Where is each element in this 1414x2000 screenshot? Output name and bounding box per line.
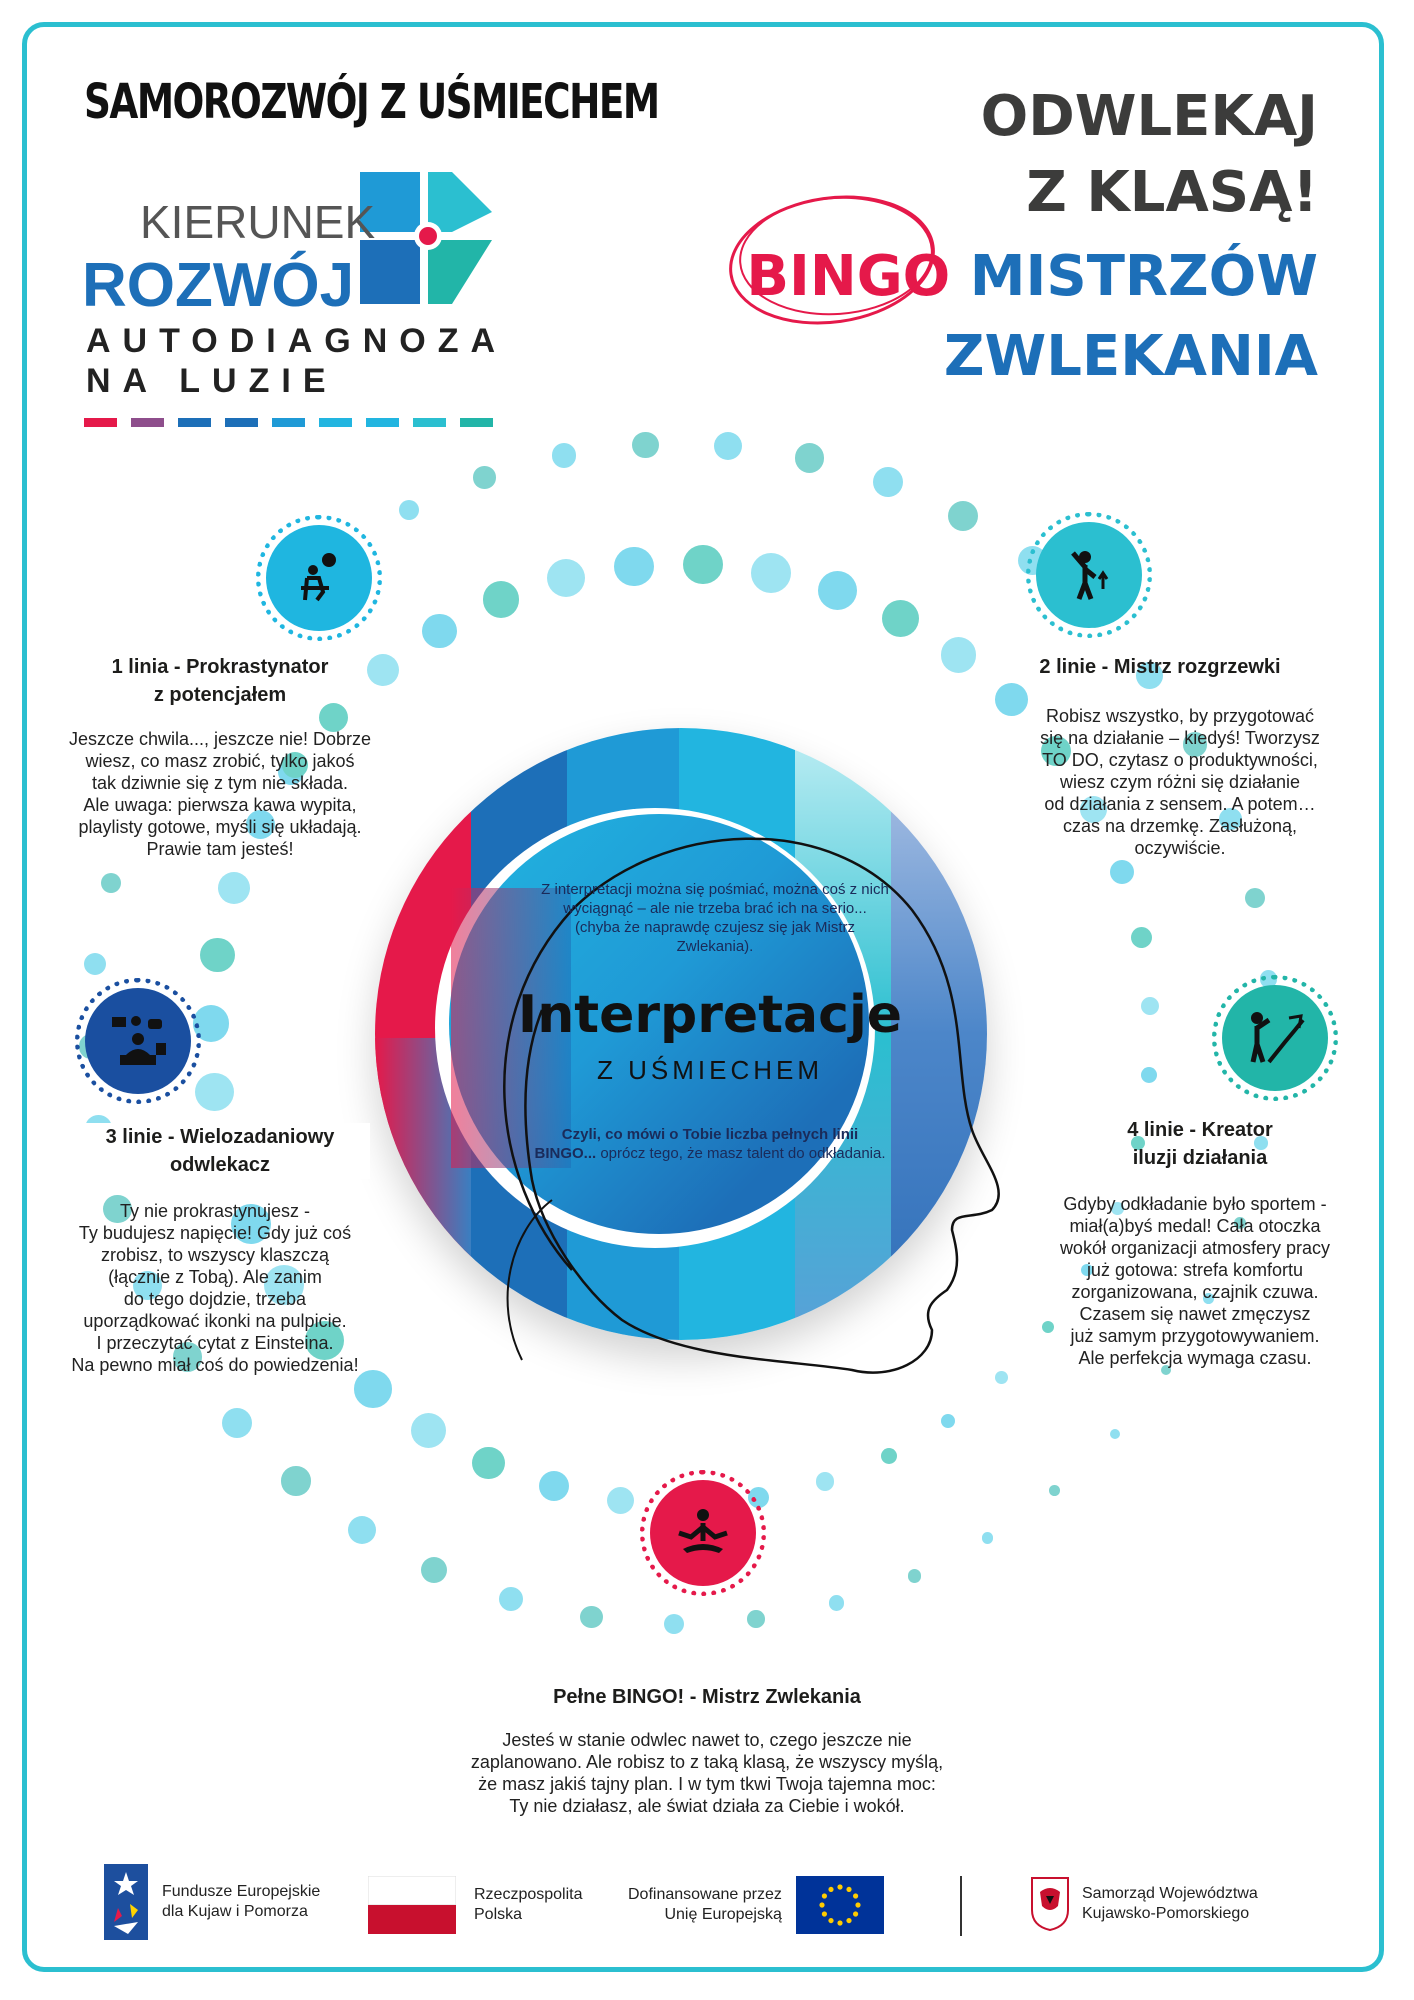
color-stripe <box>413 418 446 427</box>
profile-1-body <box>40 728 400 860</box>
headline-line4: ZWLEKANIA <box>943 324 1318 389</box>
profile-2-line: TO DO, czytasz o produktywności, <box>1042 750 1318 770</box>
unia-line2: Unię Europejską <box>664 1906 782 1923</box>
profile-4-line: Gdyby odkładanie było sportem - <box>1063 1194 1327 1214</box>
color-stripe <box>319 418 352 427</box>
profile-3-body <box>30 1200 400 1376</box>
profile-1-title-line1: 1 linia - Prokrastynator <box>111 656 329 678</box>
profile-1-title-line2: z potencjałem <box>153 684 287 706</box>
logo-autodiagnoza: AUTODIAGNOZA <box>86 322 508 360</box>
eu-star <box>837 1920 842 1925</box>
profile-5-line: że masz jakiś tajny plan. I w tym tkwi Twoja tajemna moc: <box>478 1774 936 1794</box>
profile-3-line: (łącznie z Tobą). Ale zanim <box>108 1267 322 1287</box>
decorative-dot <box>281 1466 310 1495</box>
profile-3-line: zrobisz, to wszyscy klaszczą <box>100 1245 330 1265</box>
eu-star <box>828 1918 833 1923</box>
color-stripe <box>178 418 211 427</box>
profile-2-line: czas na drzemkę. Zasłużoną, <box>1062 816 1298 836</box>
eu-star <box>846 1918 851 1923</box>
profile-2-line: oczywiście. <box>1134 838 1226 858</box>
decorative-dot <box>882 600 919 637</box>
decorative-dot <box>664 1614 684 1634</box>
eu-star <box>828 1887 833 1892</box>
profile-4-body <box>1010 1193 1380 1369</box>
profile-5-body <box>407 1729 1007 1817</box>
profile-3-line: Ty budujesz napięcie! Gdy już coś <box>78 1223 352 1243</box>
rzeczpospolita-text <box>474 1885 583 1925</box>
profile-3-line: Ty nie prokrastynujesz - <box>119 1201 311 1221</box>
profile-1-line: Prawie tam jesteś! <box>146 839 294 859</box>
decorative-dot <box>908 1569 921 1582</box>
profile-1-line: wiesz, co masz zrobić, tylko jakoś <box>85 751 355 771</box>
eu-star <box>822 1911 827 1916</box>
profile-3-line: do tego dojdzie, trzeba <box>123 1289 307 1309</box>
profile-4-line: wokół organizacji atmosfery pracy <box>1059 1238 1331 1258</box>
eu-star <box>853 1911 858 1916</box>
color-stripe <box>225 418 258 427</box>
decorative-dot <box>751 553 791 593</box>
logo-kierunek: KIERUNEK <box>140 196 376 248</box>
unia-line1: Dofinansowane przez <box>628 1886 782 1903</box>
footer-fundusze-europejskie <box>104 1864 320 1940</box>
decorative-dot <box>948 501 978 531</box>
logo-rozwoj: ROZWÓJ <box>82 251 355 320</box>
profile-3-line: I przeczytać cytat z Einsteina. <box>96 1333 334 1353</box>
headline-line2: Z KLASĄ! <box>1026 160 1318 225</box>
decorative-dot <box>411 1413 446 1448</box>
person-climbing-stairs-icon <box>1222 985 1328 1091</box>
polish-flag-icon <box>368 1876 456 1934</box>
meditating-person-icon <box>650 1480 756 1586</box>
decorative-dot <box>818 571 857 610</box>
profile-1-title <box>70 653 370 709</box>
decorative-dot <box>1110 860 1134 884</box>
center-question-bold: Czyli, co mówi o Tobie liczba pełnych linii BINGO... <box>534 1126 859 1162</box>
decorative-dot <box>1049 1485 1060 1496</box>
decorative-dot <box>607 1487 634 1514</box>
fundusze-text <box>162 1882 320 1922</box>
profile-2-line: od działania z sensem. A potem… <box>1044 794 1316 814</box>
profile-2-line: się na działanie – kiedyś! Tworzysz <box>1040 728 1320 748</box>
footer-divider <box>960 1876 962 1936</box>
color-stripe <box>84 418 117 427</box>
eu-star <box>853 1893 858 1898</box>
headline-bingo: BINGO <box>746 244 951 309</box>
profile-3-title-line1: 3 linie - Wielozadaniowy <box>105 1126 335 1148</box>
decorative-dot <box>614 547 654 587</box>
color-stripe-bar <box>84 418 493 427</box>
profile-4-title-line1: 4 linie - Kreator <box>1127 1119 1273 1141</box>
profile-4-line: zorganizowana, czajnik czuwa. <box>1071 1282 1319 1302</box>
decorative-dot <box>941 1414 955 1428</box>
rzeczpospolita-line2: Polska <box>474 1906 523 1923</box>
profile-4-line: już gotowa: strefa komfortu <box>1086 1260 1304 1280</box>
decorative-dot <box>1245 888 1265 908</box>
profile-4-line: Ale perfekcja wymaga czasu. <box>1078 1348 1312 1368</box>
unia-text <box>628 1885 782 1925</box>
fundusze-europejskie-logo-icon <box>104 1864 148 1940</box>
footer-samorzad <box>1030 1876 1258 1932</box>
profile-1-line: Jeszcze chwila..., jeszcze nie! Dobrze <box>68 729 372 749</box>
center-intro: Z interpretacji można się pośmiać, można coś z nich wyciągnąć – ale nie trzeba brać ich na serio... (chyba że naprawdę czujesz się jak Mistrz Zwlekania). <box>541 881 889 955</box>
center-question <box>530 1125 890 1163</box>
profile-3-title-line2: odwlekacz <box>169 1154 271 1176</box>
fundusze-line2: dla Kujaw i Pomorza <box>162 1903 308 1920</box>
color-stripe <box>366 418 399 427</box>
fundusze-line1: Fundusze Europejskie <box>162 1883 321 1900</box>
rzeczpospolita-line1: Rzeczpospolita <box>474 1886 583 1903</box>
decorative-dot <box>632 432 659 459</box>
profile-5-line: Ty nie działasz, ale świat działa za Ciebie i wokół. <box>509 1796 905 1816</box>
decorative-dot <box>539 1471 569 1501</box>
samorzad-line1: Samorząd Województwa <box>1082 1885 1258 1902</box>
eu-flag-icon <box>796 1876 884 1934</box>
headline-line1: ODWLEKAJ <box>980 84 1318 149</box>
kierunek-rozwoj-logo-mark <box>360 168 500 308</box>
center-subtitle: Z UŚMIECHEM <box>597 1055 823 1085</box>
decorative-dot <box>354 1370 391 1407</box>
profile-3-line: uporządkować ikonki na pulpicie. <box>83 1311 347 1331</box>
decorative-dot <box>829 1595 844 1610</box>
color-stripe <box>131 418 164 427</box>
profile-1-line: playlisty gotowe, myśli się układają. <box>78 817 362 837</box>
person-stretching-icon <box>1036 522 1142 628</box>
profile-1-line: tak dziwnie się z tym nie składa. <box>91 773 349 793</box>
decorative-dot <box>816 1472 834 1490</box>
eu-star <box>837 1884 842 1889</box>
decorative-dot <box>200 938 235 973</box>
profile-1-line: Ale uwaga: pierwsza kawa wypita, <box>83 795 357 815</box>
profile-5-title: Pełne BINGO! - Mistrz Zwlekania <box>553 1686 861 1708</box>
profile-2-line: wiesz czym różni się działanie <box>1059 772 1301 792</box>
profile-2-line: Robisz wszystko, by przygotować <box>1045 706 1315 726</box>
decorative-dot <box>795 443 824 472</box>
series-title: SAMOROZWÓJ Z UŚMIECHEM <box>84 74 659 130</box>
samorzad-line2: Kujawsko-Pomorskiego <box>1082 1905 1250 1922</box>
footer-rzeczpospolita <box>368 1876 583 1934</box>
decorative-dot <box>101 873 121 893</box>
decorative-dot <box>941 637 976 672</box>
center-title: Interpretacje <box>517 985 903 1045</box>
headline-mistrzow: MISTRZÓW <box>950 244 1318 309</box>
profile-5-line: Jesteś w stanie odwlec nawet to, czego jeszcze nie <box>502 1730 912 1750</box>
decorative-dot <box>552 443 577 468</box>
decorative-dot <box>1110 1429 1120 1439</box>
decorative-dot <box>195 1073 233 1111</box>
center-question-suffix: oprócz tego, że masz talent do odkładania. <box>596 1145 886 1162</box>
footer-unia-europejska <box>628 1876 884 1934</box>
eu-star <box>822 1893 827 1898</box>
decorative-dot <box>222 1408 252 1438</box>
profile-4-line: Czasem się nawet zmęczysz <box>1079 1304 1311 1324</box>
multitasking-person-icon <box>85 988 191 1094</box>
decorative-dot <box>873 467 903 497</box>
decorative-dot <box>881 1448 897 1464</box>
eu-star <box>846 1887 851 1892</box>
decorative-dot <box>714 432 742 460</box>
profile-5-line: zaplanowano. Ale robisz to z taką klasą, że wszyscy myślą, <box>470 1752 944 1772</box>
eu-star <box>855 1902 860 1907</box>
decorative-dot <box>747 1610 765 1628</box>
decorative-dot <box>1131 927 1152 948</box>
profile-4-title-line2: iluzji działania <box>1132 1147 1268 1169</box>
profile-4-title <box>1050 1116 1350 1172</box>
eu-star <box>819 1902 824 1907</box>
decorative-dot <box>580 1606 602 1628</box>
profile-3-title <box>70 1123 370 1179</box>
profile-3-line: Na pewno miał coś do powiedzenia! <box>71 1355 359 1375</box>
decorative-dot <box>473 466 495 488</box>
profile-4-line: miał(a)byś medal! Cała otoczka <box>1069 1216 1321 1236</box>
person-thinking-icon <box>266 525 372 631</box>
decorative-dot <box>1141 1067 1157 1083</box>
hand-drawn-circle-icon <box>720 180 950 330</box>
profile-2-title: 2 linie - Mistrz rozgrzewki <box>1039 656 1281 678</box>
profile-4-line: już samym przygotowywaniem. <box>1070 1326 1320 1346</box>
samorzad-text <box>1082 1884 1258 1924</box>
profile-2-body <box>1010 705 1350 859</box>
color-stripe <box>272 418 305 427</box>
coat-of-arms-icon <box>1030 1876 1070 1932</box>
logo-na-luzie: NA LUZIE <box>86 362 338 400</box>
decorative-dot <box>683 545 723 585</box>
decorative-dot <box>422 614 457 649</box>
color-stripe <box>460 418 493 427</box>
